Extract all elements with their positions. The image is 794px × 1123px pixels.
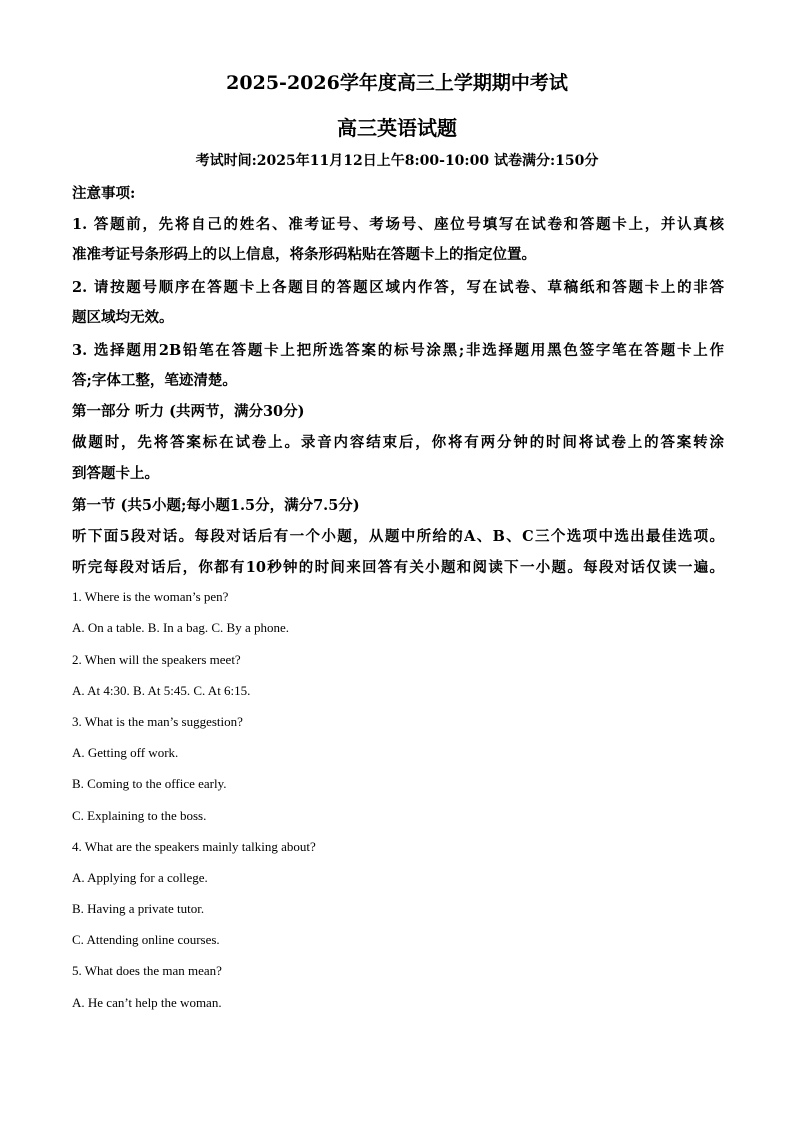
notice-heading: 注意事项: xyxy=(72,185,136,202)
section-1-heading: 第一节 (共5小题;每小题1.5分，满分7.5分) xyxy=(72,497,360,514)
question-2-options: A. At 4:30. B. At 5:45. C. At 6:15. xyxy=(72,683,251,698)
question-3-option-a: A. Getting off work. xyxy=(72,745,179,760)
question-4-option-a: A. Applying for a college. xyxy=(72,870,208,885)
notice-item-2-line-1: 2. 请按题号顺序在答题卡上各题目的答题区域内作答，写在试卷、草稿纸和答题卡上的非答 xyxy=(72,279,724,296)
section-1-instruction-line-2: 听完每段对话后，你都有10秒钟的时间来回答有关小题和阅读下一小题。每段对话仅读一遍。 xyxy=(72,559,724,576)
notice-item-2-line-2: 题区域均无效。 xyxy=(72,309,174,326)
notice-item-1-line-1: 1. 答题前，先将自己的姓名、准考证号、考场号、座位号填写在试卷和答题卡上，并认真核 xyxy=(72,216,724,233)
exam-subtitle: 高三英语试题 xyxy=(337,116,457,140)
question-2: 2. When will the speakers meet? xyxy=(72,652,241,667)
question-3: 3. What is the man’s suggestion? xyxy=(72,714,243,729)
question-3-option-b: B. Coming to the office early. xyxy=(72,776,227,791)
part-1-instruction-line-1: 做题时，先将答案标在试卷上。录音内容结束后，你将有两分钟的时间将试卷上的答案转涂 xyxy=(72,434,724,451)
part-1-heading: 第一部分 听力 (共两节，满分30分) xyxy=(72,403,305,420)
question-5-option-a: A. He can’t help the woman. xyxy=(72,995,222,1010)
question-1: 1. Where is the woman’s pen? xyxy=(72,589,229,604)
question-4: 4. What are the speakers mainly talking about? xyxy=(72,839,316,854)
notice-item-3-line-1: 3. 选择题用2B铅笔在答题卡上把所选答案的标号涂黑;非选择题用黑色签字笔在答题卡上作 xyxy=(72,342,724,359)
part-1-instruction-line-2: 到答题卡上。 xyxy=(72,465,159,482)
notice-item-1-line-2: 准准考证号条形码上的以上信息，将条形码粘贴在答题卡上的指定位置。 xyxy=(72,246,536,263)
question-1-options: A. On a table. B. In a bag. C. By a phone. xyxy=(72,620,289,635)
question-5: 5. What does the man mean? xyxy=(72,963,222,978)
question-4-option-b: B. Having a private tutor. xyxy=(72,901,205,916)
question-4-option-c: C. Attending online courses. xyxy=(72,932,220,947)
exam-info: 考试时间:2025年11月12日上午8:00-10:00 试卷满分:150分 xyxy=(195,153,599,169)
exam-title: 2025-2026学年度高三上学期期中考试 xyxy=(226,72,568,94)
question-3-option-c: C. Explaining to the boss. xyxy=(72,808,207,823)
notice-item-3-line-2: 答;字体工整，笔迹清楚。 xyxy=(72,372,237,389)
section-1-instruction-line-1: 听下面5段对话。每段对话后有一个小题，从题中所给的A、B、C三个选项中选出最佳选项。 xyxy=(72,528,724,545)
